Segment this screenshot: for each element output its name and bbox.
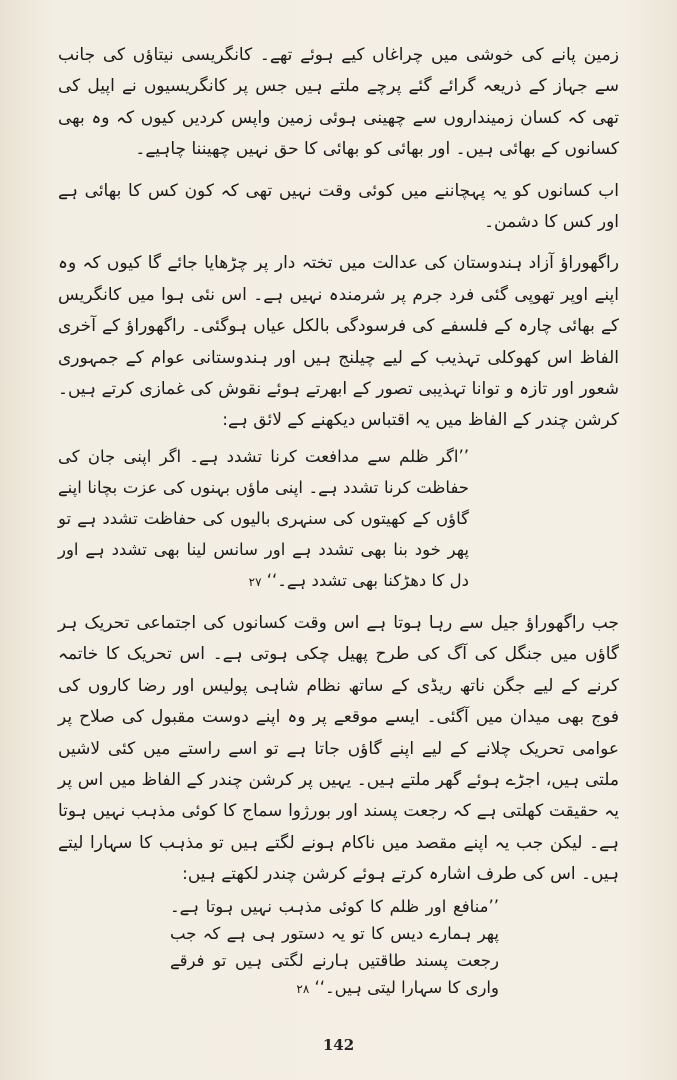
- block-quote-2: [170, 893, 499, 1003]
- quote-1-reference: ۲۷: [248, 574, 262, 589]
- quote-2-text: ’’منافع اور ظلم کا کوئی مذہب نہیں ہوتا ہے۔ پھر ہمارے دیس کا تو یہ دستور ہی ہے کہ جب رجعت پسند طاقتیں ہارنے لگتی ہیں تو فرقے واری کا سہارا لیتی ہیں۔‘‘: [170, 897, 499, 997]
- quote-1-text: ’’اگر ظلم سے مدافعت کرنا تشدد ہے۔ اگر اپنی جان کی حفاظت کرنا تشدد ہے۔ اپنی ماؤں بہنوں کی عزت بچانا اپنے گاؤں کے کھیتوں کی سنہری بالیوں کی حفاظت تشدد ہے تو پھر خود بنا بھی تشدد ہے اور سانس لینا بھی تشدد ہے اور دل کا دھڑکنا بھی تشدد ہے۔‘‘: [58, 446, 469, 590]
- block-quote-1: [58, 441, 469, 598]
- paragraph-1: زمین پانے کی خوشی میں چراغاں کیے ہوئے تھے۔ کانگریسی نیتاؤں کی جانب سے جہاز کے ذریعہ گرائے گئے پرچے ملتے ہیں جس پر کانگریسیوں نے اپیل کی تھی کہ کسان زمینداروں سے چھینی ہوئی زمین واپس کردیں کیوں کہ وہ بھی کسانوں کے بھائی ہیں۔ اور بھائی کو بھائی کا حق نہیں چھیننا چاہیے۔: [58, 45, 619, 160]
- page-number: 142: [322, 1036, 355, 1054]
- paragraph-2: اب کسانوں کو یہ پہچاننے میں کوئی وقت نہیں تھی کہ کون کس کا بھائی ہے اور کس کا دشمن۔: [58, 180, 619, 233]
- body-text: [58, 40, 619, 891]
- quote-2-reference: ۲۸: [296, 982, 310, 996]
- paragraph-4: جب راگھوراؤ جیل سے رہا ہوتا ہے اس وقت کسانوں کی اجتماعی تحریک ہر گاؤں میں جنگل کی آگ کی طرح پھیل چکی ہوتی ہے۔ اس تحریک کا خاتمہ کرنے کے لیے جگن ناتھ ریڈی کے ساتھ نظام شاہی پولیس اور رضا کاروں کی فوج بھی میدان میں آگئی۔ ایسے موقعے پر وہ اپنے دوست مقبول کی صلاح پر عوامی تحریک چلانے کے لیے اپنے گاؤں جاتا ہے تو اسے راستے میں کئی لاشیں ملتی ہیں، اجڑے ہوئے گھر ملتے ہیں۔ یہیں پر کرشن چندر کے الفاظ میں اس پر یہ حقیقت کھلتی ہے کہ رجعت پسند اور بورژوا سماج کا کوئی مذہب نہیں ہوتا ہے۔ لیکن جب یہ اپنے مقصد میں ناکام ہونے لگتے ہیں تو مذہب کا سہارا لیتے ہیں۔ اس کی طرف اشارہ کرتے ہوئے کرشن چندر لکھتے ہیں:: [58, 612, 619, 885]
- paragraph-3: راگھوراؤ آزاد ہندوستان کی عدالت میں تختہ دار پر چڑھایا جائے گا کیوں کہ وہ اپنے اوپر تھوپی گئی فرد جرم پر شرمندہ نہیں ہے۔ اس نئی ہوا میں کانگریس کے بھائی چارہ کے فلسفے کی فرسودگی بالکل عیاں ہوگئی۔ راگھوراؤ کے آخری الفاظ اس کھوکلی تہذیب کے لیے چیلنج ہیں اور ہندوستانی عوام کے جمہوری شعور اور تازہ و توانا تہذیبی تصور کے ابھرتے ہوئے نقوش کی غمازی کرتے ہیں۔ کرشن چندر کے الفاظ میں یہ اقتباس دیکھنے کے لائق ہے:: [58, 253, 619, 431]
